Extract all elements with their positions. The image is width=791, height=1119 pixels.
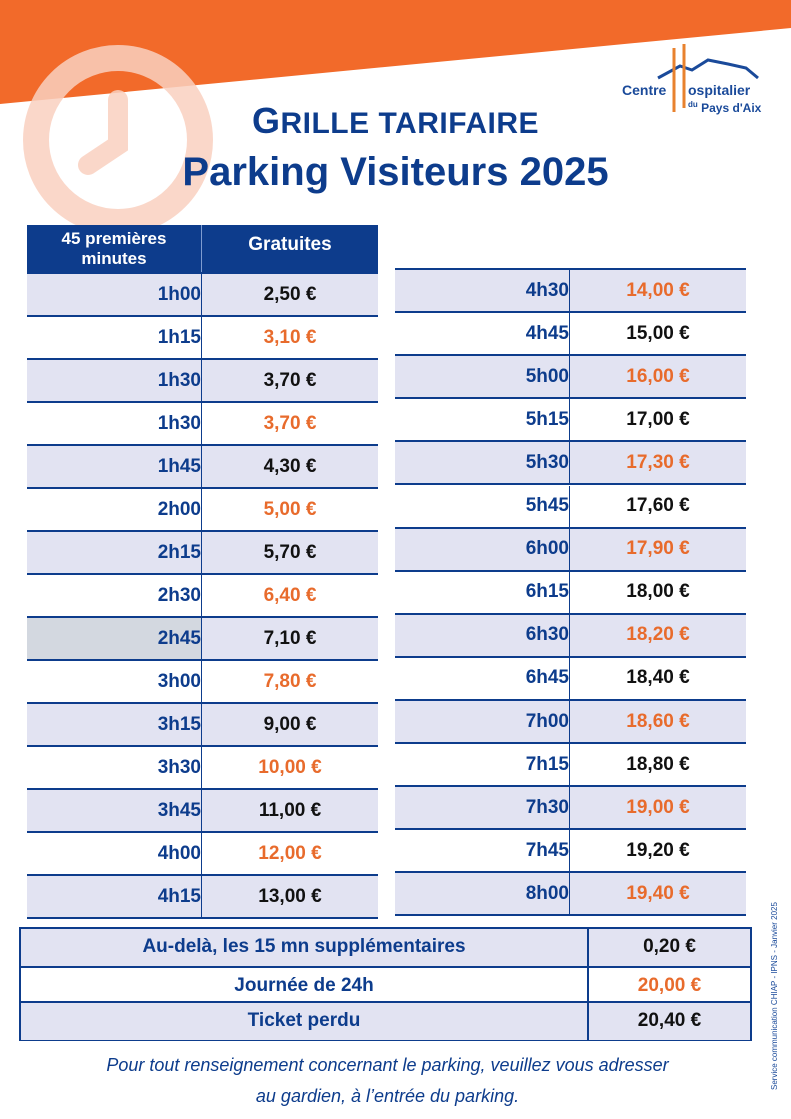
fee-label: Au-delà, les 15 mn supplémentaires	[21, 929, 589, 966]
price-cell: 5,00 €	[263, 498, 317, 520]
duration-cell: 7h15	[395, 744, 570, 785]
table-row	[395, 744, 746, 787]
table-row	[395, 356, 746, 399]
table-row	[27, 618, 378, 661]
fee-row	[21, 929, 750, 966]
price-cell: 12,00 €	[258, 842, 322, 864]
duration-cell: 4h00	[27, 833, 202, 874]
duration-cell: 5h30	[395, 442, 570, 483]
duration-cell: 3h30	[27, 747, 202, 788]
duration-cell: 2h15	[27, 532, 202, 573]
price-cell: 9,00 €	[263, 713, 317, 735]
footer-line-2: au gardien, à l’entrée du parking.	[255, 1086, 520, 1106]
fee-row	[21, 966, 750, 1003]
right-price-table	[395, 268, 746, 916]
table-row	[27, 360, 378, 403]
price-cell: 14,00 €	[626, 279, 690, 301]
logo-text-hospitalier: ospitalier	[688, 82, 751, 98]
price-cell: 4,30 €	[263, 455, 317, 477]
table-row	[395, 615, 746, 658]
duration-cell: 1h00	[27, 274, 202, 315]
table-row	[395, 787, 746, 830]
duration-cell: 3h00	[27, 661, 202, 702]
price-cell: 10,00 €	[258, 756, 322, 778]
table-row	[395, 830, 746, 873]
fee-price: 0,20 €	[643, 936, 696, 957]
left-price-table	[27, 272, 378, 917]
table-row	[27, 704, 378, 747]
table-row	[395, 701, 746, 744]
duration-cell: 7h30	[395, 787, 570, 828]
fee-price: 20,40 €	[637, 1010, 702, 1031]
footer-line-1: Pour tout renseignement concernant le parking, veuillez vous adresser	[106, 1055, 669, 1075]
duration-cell: 6h15	[395, 572, 570, 613]
duration-cell: 6h00	[395, 529, 570, 570]
duration-cell: 6h30	[395, 615, 570, 656]
page-title	[0, 100, 791, 142]
table-row	[27, 489, 378, 532]
duration-cell: 7h00	[395, 701, 570, 742]
duration-cell: 2h45	[27, 618, 202, 659]
page-subtitle: Parking Visiteurs 2025	[182, 150, 609, 194]
side-credit: Service communication CHIAP - IPNS - Janvier 2025	[770, 902, 779, 1090]
price-cell: 3,70 €	[263, 412, 317, 434]
duration-cell: 1h15	[27, 317, 202, 358]
duration-cell: 5h00	[395, 356, 570, 397]
table-row	[27, 876, 378, 919]
table-row	[27, 532, 378, 575]
price-cell: 18,20 €	[626, 624, 690, 646]
logo-text-centre: Centre	[622, 82, 667, 98]
table-row	[395, 313, 746, 356]
table-row	[27, 446, 378, 489]
table-row	[27, 661, 378, 704]
price-cell: 18,60 €	[626, 710, 690, 732]
duration-cell: 6h45	[395, 658, 570, 699]
duration-cell: 5h45	[395, 486, 570, 527]
table-row	[27, 274, 378, 317]
fee-label: Journée de 24h	[21, 968, 589, 1001]
price-cell: 17,00 €	[626, 408, 690, 430]
table-row	[395, 270, 746, 313]
table-row	[27, 317, 378, 360]
price-cell: 19,40 €	[626, 882, 690, 904]
duration-cell: 3h45	[27, 790, 202, 831]
price-cell: 3,70 €	[263, 369, 317, 391]
price-cell: 7,80 €	[263, 670, 317, 692]
table-row	[395, 442, 746, 485]
duration-cell: 4h15	[27, 876, 202, 917]
table-row	[395, 529, 746, 572]
duration-cell: 4h30	[395, 270, 570, 311]
table-row	[395, 486, 746, 529]
duration-cell: 1h45	[27, 446, 202, 487]
price-cell: 6,40 €	[263, 584, 317, 606]
price-cell: 16,00 €	[626, 365, 690, 387]
table-row	[395, 572, 746, 615]
price-cell: 17,30 €	[626, 451, 690, 473]
table-header	[27, 225, 378, 272]
table-row	[395, 399, 746, 442]
price-cell: 13,00 €	[258, 885, 322, 907]
price-cell: 15,00 €	[626, 322, 690, 344]
duration-cell: 2h00	[27, 489, 202, 530]
table-row	[395, 873, 746, 916]
table-row	[27, 747, 378, 790]
table-row	[27, 790, 378, 833]
price-cell: 18,00 €	[626, 581, 690, 603]
duration-cell: 1h30	[27, 360, 202, 401]
table-row	[27, 833, 378, 876]
footer-note	[0, 1050, 775, 1112]
duration-cell: 3h15	[27, 704, 202, 745]
title-first-letter: G	[251, 100, 281, 141]
price-cell: 19,00 €	[626, 796, 690, 818]
price-cell: 19,20 €	[626, 839, 690, 861]
price-cell: 5,70 €	[263, 541, 317, 563]
fee-row	[21, 1003, 750, 1040]
table-row	[27, 403, 378, 446]
logo-text-du: du	[688, 100, 698, 109]
fee-label: Ticket perdu	[21, 1003, 589, 1040]
header-free: Gratuites	[248, 234, 332, 255]
extra-fees-table	[19, 927, 752, 1041]
table-row	[27, 575, 378, 618]
duration-cell: 5h15	[395, 399, 570, 440]
price-cell: 18,40 €	[626, 667, 690, 689]
price-cell: 7,10 €	[263, 627, 317, 649]
duration-cell: 7h45	[395, 830, 570, 871]
price-cell: 18,80 €	[626, 753, 690, 775]
duration-cell: 2h30	[27, 575, 202, 616]
logo-text-pays: Pays d'Aix	[701, 101, 762, 115]
duration-cell: 4h45	[395, 313, 570, 354]
duration-cell: 8h00	[395, 873, 570, 914]
price-cell: 2,50 €	[263, 283, 317, 305]
title-rest: RILLE TARIFAIRE	[280, 107, 540, 140]
price-cell: 17,60 €	[626, 495, 690, 517]
header-first-minutes: 45 premières minutes	[27, 225, 202, 272]
duration-cell: 1h30	[27, 403, 202, 444]
fee-price: 20,00 €	[637, 975, 702, 996]
table-row	[395, 658, 746, 701]
price-cell: 3,10 €	[263, 326, 317, 348]
price-cell: 11,00 €	[258, 799, 322, 821]
price-cell: 17,90 €	[626, 538, 690, 560]
